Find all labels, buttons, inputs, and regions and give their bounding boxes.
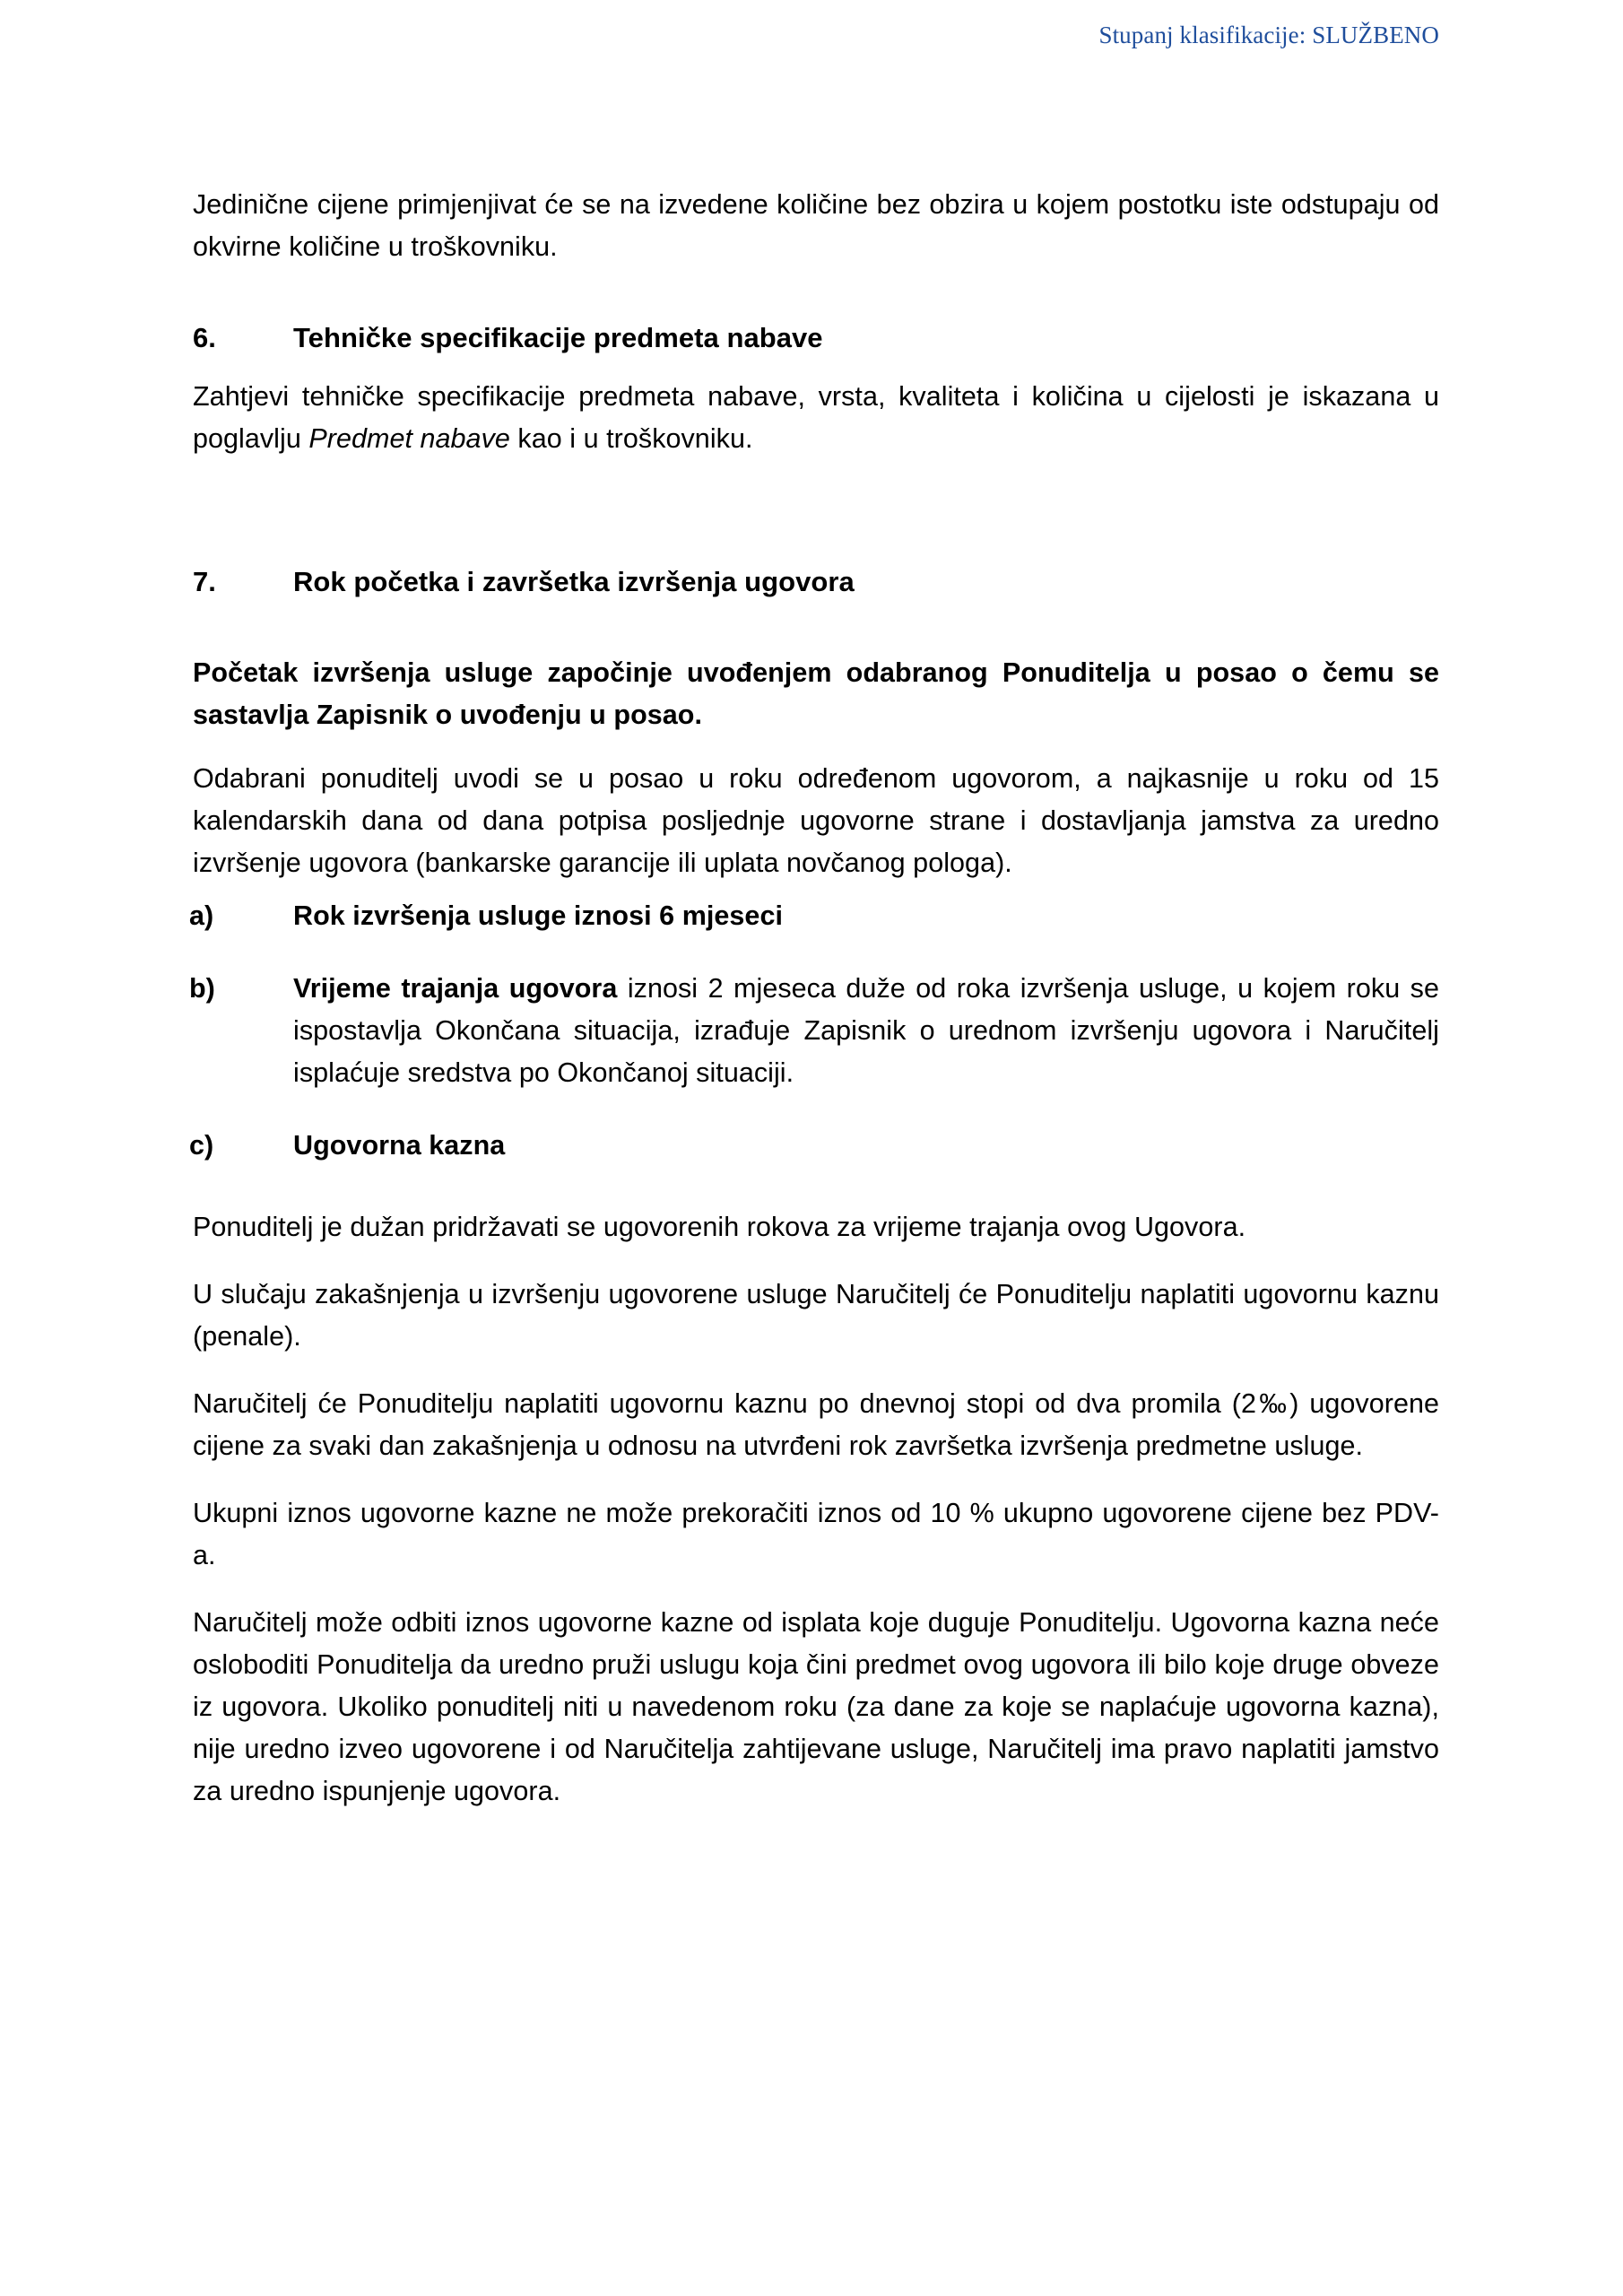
- section-6-paragraph-part1: Zahtjevi tehničke specifikacije predmeta nabave, vrsta, kvaliteta i količina u cijelosti je iskazana u poglavlju: [193, 381, 1439, 454]
- section-6-paragraph-italic: Predmet nabave: [308, 423, 510, 454]
- section-6-title: Tehničke specifikacije predmeta nabave: [293, 322, 823, 353]
- document-body: [189, 184, 1439, 1813]
- section-6-paragraph: [193, 376, 1439, 460]
- section-7-intro-paragraph: Odabrani ponuditelj uvodi se u posao u roku određenom ugovorom, a najkasnije u roku od 15 kalendarskih dana od dana potpisa posljednje ugovorne strane i dostavljanja jamstva za uredno izvršenje ugovora (bankarske garancije ili uplata novčanog pologa).: [193, 763, 1439, 878]
- penalty-paragraph: Ukupni iznos ugovorne kazne ne može prekoračiti iznos od 10 % ukupno ugovorene cijene bez PDV-a.: [193, 1498, 1439, 1570]
- section-6-heading: [193, 318, 1439, 358]
- penalty-paragraph: Naručitelj će Ponuditelju naplatiti ugovornu kaznu po dnevnoj stopi od dva promila (2‰) ugovorene cijene za svaki dan zakašnjenja u odnosu na utvrđeni rok završetka izvršenja predmetne usluge.: [193, 1388, 1439, 1461]
- list-item-marker: b): [189, 973, 215, 1004]
- list-item-lead: Ugovorna kazna: [293, 1130, 506, 1161]
- penalty-paragraph: U slučaju zakašnjenja u izvršenju ugovorene usluge Naručitelj će Ponuditelju naplatiti ugovornu kaznu (penale).: [193, 1279, 1439, 1352]
- list-item-marker: a): [189, 900, 214, 931]
- classification-header: Stupanj klasifikacije: SLUŽBENO: [1098, 22, 1439, 48]
- section-7-number: 7.: [193, 566, 216, 597]
- list-item-lead: Rok izvršenja usluge iznosi 6 mjeseci: [293, 900, 783, 931]
- intro-paragraph: Jedinične cijene primjenjivat će se na izvedene količine bez obzira u kojem postotku iste odstupaju od okvirne količine u troškovniku.: [193, 189, 1439, 262]
- section-6-number: 6.: [193, 322, 216, 353]
- list-item-lead: Vrijeme trajanja ugovora: [293, 973, 618, 1004]
- section-7-heading: [193, 562, 1439, 602]
- section-7-bold-paragraph: Početak izvršenja usluge započinje uvođenjem odabranog Ponuditelja u posao o čemu se sastavlja Zapisnik o uvođenju u posao.: [193, 657, 1439, 730]
- list-item: [189, 895, 1439, 937]
- penalty-paragraph: Ponuditelj je dužan pridržavati se ugovorenih rokova za vrijeme trajanja ovog Ugovora.: [193, 1212, 1246, 1242]
- section-7-title: Rok početka i završetka izvršenja ugovora: [293, 566, 855, 597]
- list-item: [189, 1125, 1439, 1167]
- section-6-paragraph-part2: kao i u troškovniku.: [509, 423, 753, 454]
- penalty-paragraph: Naručitelj može odbiti iznos ugovorne kazne od isplata koje duguje Ponuditelju. Ugovorna kazna neće osloboditi Ponuditelja da uredno pruži uslugu koja čini predmet ovog ugovora ili bilo koje druge obveze iz ugovora. Ukoliko ponuditelj niti u navedenom roku (za dane za koje se naplaćuje ugovorna kazna), nije uredno izveo ugovorene i od Naručitelja zahtijevane usluge, Naručitelj ima pravo naplatiti jamstvo za uredno ispunjenje ugovora.: [193, 1607, 1439, 1806]
- list-item-rest: iznosi 2 mjeseca duže od roka izvršenja usluge, u kojem roku se ispostavlja Okončana situacija, izrađuje Zapisnik o urednom izvršenju ugovora i Naručitelj isplaćuje sredstva po Okončanoj situaciji.: [293, 973, 1439, 1088]
- list-item-marker: c): [189, 1130, 214, 1161]
- list-item: [189, 968, 1439, 1094]
